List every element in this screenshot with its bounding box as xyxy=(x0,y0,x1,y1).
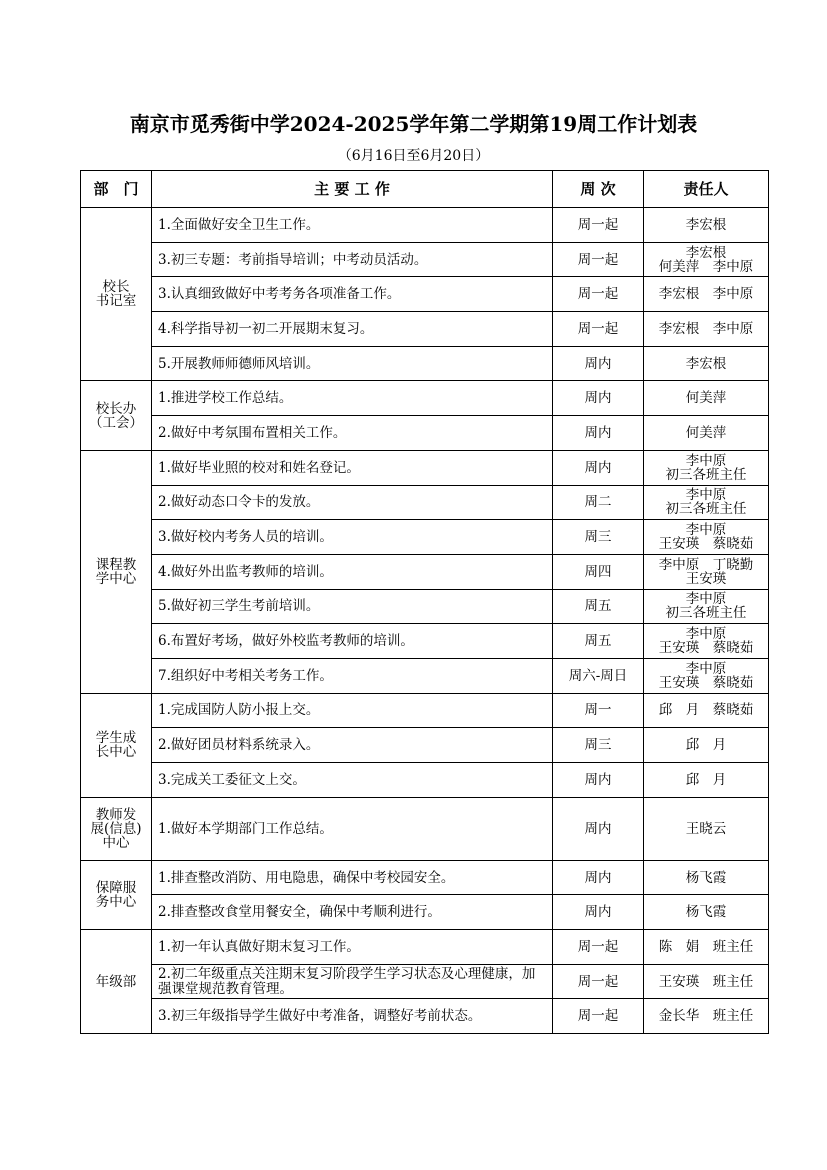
week-cell: 周内 xyxy=(553,416,644,451)
task-cell: 2.做好中考氛围布置相关工作。 xyxy=(152,416,553,451)
table-row xyxy=(81,208,769,243)
responsible-cell: 王安瑛 班主任 xyxy=(644,964,769,999)
dept-cell: 学生成 长中心 xyxy=(81,693,152,797)
week-cell: 周四 xyxy=(553,554,644,589)
week-cell: 周一起 xyxy=(553,930,644,965)
task-cell: 1.完成国防人防小报上交。 xyxy=(152,693,553,728)
week-cell: 周五 xyxy=(553,589,644,624)
responsible-cell: 李宏根 何美萍 李中原 xyxy=(644,242,769,277)
week-cell: 周五 xyxy=(553,624,644,659)
table-row xyxy=(81,930,769,965)
week-cell: 周一起 xyxy=(553,312,644,347)
task-cell: 1.排查整改消防、用电隐患，确保中考校园安全。 xyxy=(152,860,553,895)
week-cell: 周一起 xyxy=(553,999,644,1034)
week-cell: 周三 xyxy=(553,520,644,555)
task-cell: 4.做好外出监考教师的培训。 xyxy=(152,554,553,589)
header-task: 主 要 工 作 xyxy=(152,171,553,208)
dept-cell: 校长办 （工会） xyxy=(81,381,152,450)
responsible-cell: 陈 娟 班主任 xyxy=(644,930,769,965)
week-cell: 周内 xyxy=(553,450,644,485)
responsible-cell: 李中原 王安瑛 蔡晓茹 xyxy=(644,624,769,659)
table-row xyxy=(81,658,769,693)
page-title: 南京市觅秀街中学2024-2025学年第二学期第19周工作计划表 xyxy=(129,112,698,136)
task-cell: 3.认真细致做好中考考务各项准备工作。 xyxy=(152,277,553,312)
responsible-cell: 金长华 班主任 xyxy=(644,999,769,1034)
responsible-cell: 李宏根 xyxy=(644,208,769,243)
responsible-cell: 何美萍 xyxy=(644,381,769,416)
table-row xyxy=(81,520,769,555)
table-row xyxy=(81,450,769,485)
responsible-cell: 邱 月 xyxy=(644,763,769,798)
task-cell: 3.完成关工委征文上交。 xyxy=(152,763,553,798)
task-cell: 7.组织好中考相关考务工作。 xyxy=(152,658,553,693)
task-cell: 2.初二年级重点关注期末复习阶段学生学习状态及心理健康，加强课堂规范教育管理。 xyxy=(152,964,553,999)
week-cell: 周一起 xyxy=(553,208,644,243)
week-cell: 周一起 xyxy=(553,277,644,312)
task-cell: 1.全面做好安全卫生工作。 xyxy=(152,208,553,243)
responsible-cell: 李宏根 李中原 xyxy=(644,312,769,347)
responsible-cell: 邱 月 蔡晓茹 xyxy=(644,693,769,728)
responsible-cell: 李中原 丁晓勤 王安瑛 xyxy=(644,554,769,589)
table-row xyxy=(81,895,769,930)
header-week: 周 次 xyxy=(553,171,644,208)
responsible-cell: 何美萍 xyxy=(644,416,769,451)
task-cell: 3.做好校内考务人员的培训。 xyxy=(152,520,553,555)
responsible-cell: 李中原 初三各班主任 xyxy=(644,485,769,520)
week-cell: 周一起 xyxy=(553,242,644,277)
task-cell: 4.科学指导初一初二开展期末复习。 xyxy=(152,312,553,347)
responsible-cell: 李中原 王安瑛 蔡晓茹 xyxy=(644,658,769,693)
table-row xyxy=(81,381,769,416)
task-cell: 5.开展教师师德师风培训。 xyxy=(152,346,553,381)
table-row xyxy=(81,312,769,347)
table-row xyxy=(81,242,769,277)
task-cell: 1.做好毕业照的校对和姓名登记。 xyxy=(152,450,553,485)
responsible-cell: 邱 月 xyxy=(644,728,769,763)
week-cell: 周一起 xyxy=(553,964,644,999)
week-cell: 周内 xyxy=(553,346,644,381)
dept-cell: 课程教 学中心 xyxy=(81,450,152,693)
task-cell: 1.初一年认真做好期末复习工作。 xyxy=(152,930,553,965)
responsible-cell: 杨飞霞 xyxy=(644,860,769,895)
responsible-cell: 杨飞霞 xyxy=(644,895,769,930)
responsible-cell: 王晓云 xyxy=(644,797,769,860)
table-row xyxy=(81,964,769,999)
header-row xyxy=(81,171,769,208)
table-row xyxy=(81,346,769,381)
task-cell: 2.做好动态口令卡的发放。 xyxy=(152,485,553,520)
responsible-cell: 李宏根 xyxy=(644,346,769,381)
task-cell: 1.推进学校工作总结。 xyxy=(152,381,553,416)
responsible-cell: 李中原 王安瑛 蔡晓茹 xyxy=(644,520,769,555)
date-range: （6月16日至6月20日） xyxy=(337,148,490,164)
task-cell: 3.初三专题：考前指导培训；中考动员活动。 xyxy=(152,242,553,277)
week-cell: 周二 xyxy=(553,485,644,520)
task-cell: 2.排查整改食堂用餐安全，确保中考顺利进行。 xyxy=(152,895,553,930)
table-row xyxy=(81,999,769,1034)
dept-cell: 保障服 务中心 xyxy=(81,860,152,929)
table-row xyxy=(81,485,769,520)
task-cell: 3.初三年级指导学生做好中考准备，调整好考前状态。 xyxy=(152,999,553,1034)
task-cell: 2.做好团员材料系统录入。 xyxy=(152,728,553,763)
week-cell: 周内 xyxy=(553,860,644,895)
table-row xyxy=(81,693,769,728)
table-row xyxy=(81,624,769,659)
table-body xyxy=(81,208,769,1034)
responsible-cell: 李中原 初三各班主任 xyxy=(644,589,769,624)
week-cell: 周六-周日 xyxy=(553,658,644,693)
week-cell: 周内 xyxy=(553,381,644,416)
header-resp: 责任人 xyxy=(644,171,769,208)
table-row xyxy=(81,554,769,589)
header-dept: 部 门 xyxy=(81,171,152,208)
table-row xyxy=(81,589,769,624)
table-row xyxy=(81,728,769,763)
task-cell: 1.做好本学期部门工作总结。 xyxy=(152,797,553,860)
responsible-cell: 李中原 初三各班主任 xyxy=(644,450,769,485)
week-cell: 周内 xyxy=(553,895,644,930)
task-cell: 5.做好初三学生考前培训。 xyxy=(152,589,553,624)
responsible-cell: 李宏根 李中原 xyxy=(644,277,769,312)
table-row xyxy=(81,763,769,798)
work-plan-table xyxy=(80,170,769,1034)
table-row xyxy=(81,277,769,312)
task-cell: 6.布置好考场，做好外校监考教师的培训。 xyxy=(152,624,553,659)
week-cell: 周内 xyxy=(553,763,644,798)
table-row xyxy=(81,860,769,895)
week-cell: 周内 xyxy=(553,797,644,860)
table-row xyxy=(81,416,769,451)
table-row xyxy=(81,797,769,860)
week-cell: 周一 xyxy=(553,693,644,728)
dept-cell: 教师发 展(信息) 中心 xyxy=(81,797,152,860)
dept-cell: 年级部 xyxy=(81,930,152,1034)
dept-cell: 校长 书记室 xyxy=(81,208,152,381)
week-cell: 周三 xyxy=(553,728,644,763)
